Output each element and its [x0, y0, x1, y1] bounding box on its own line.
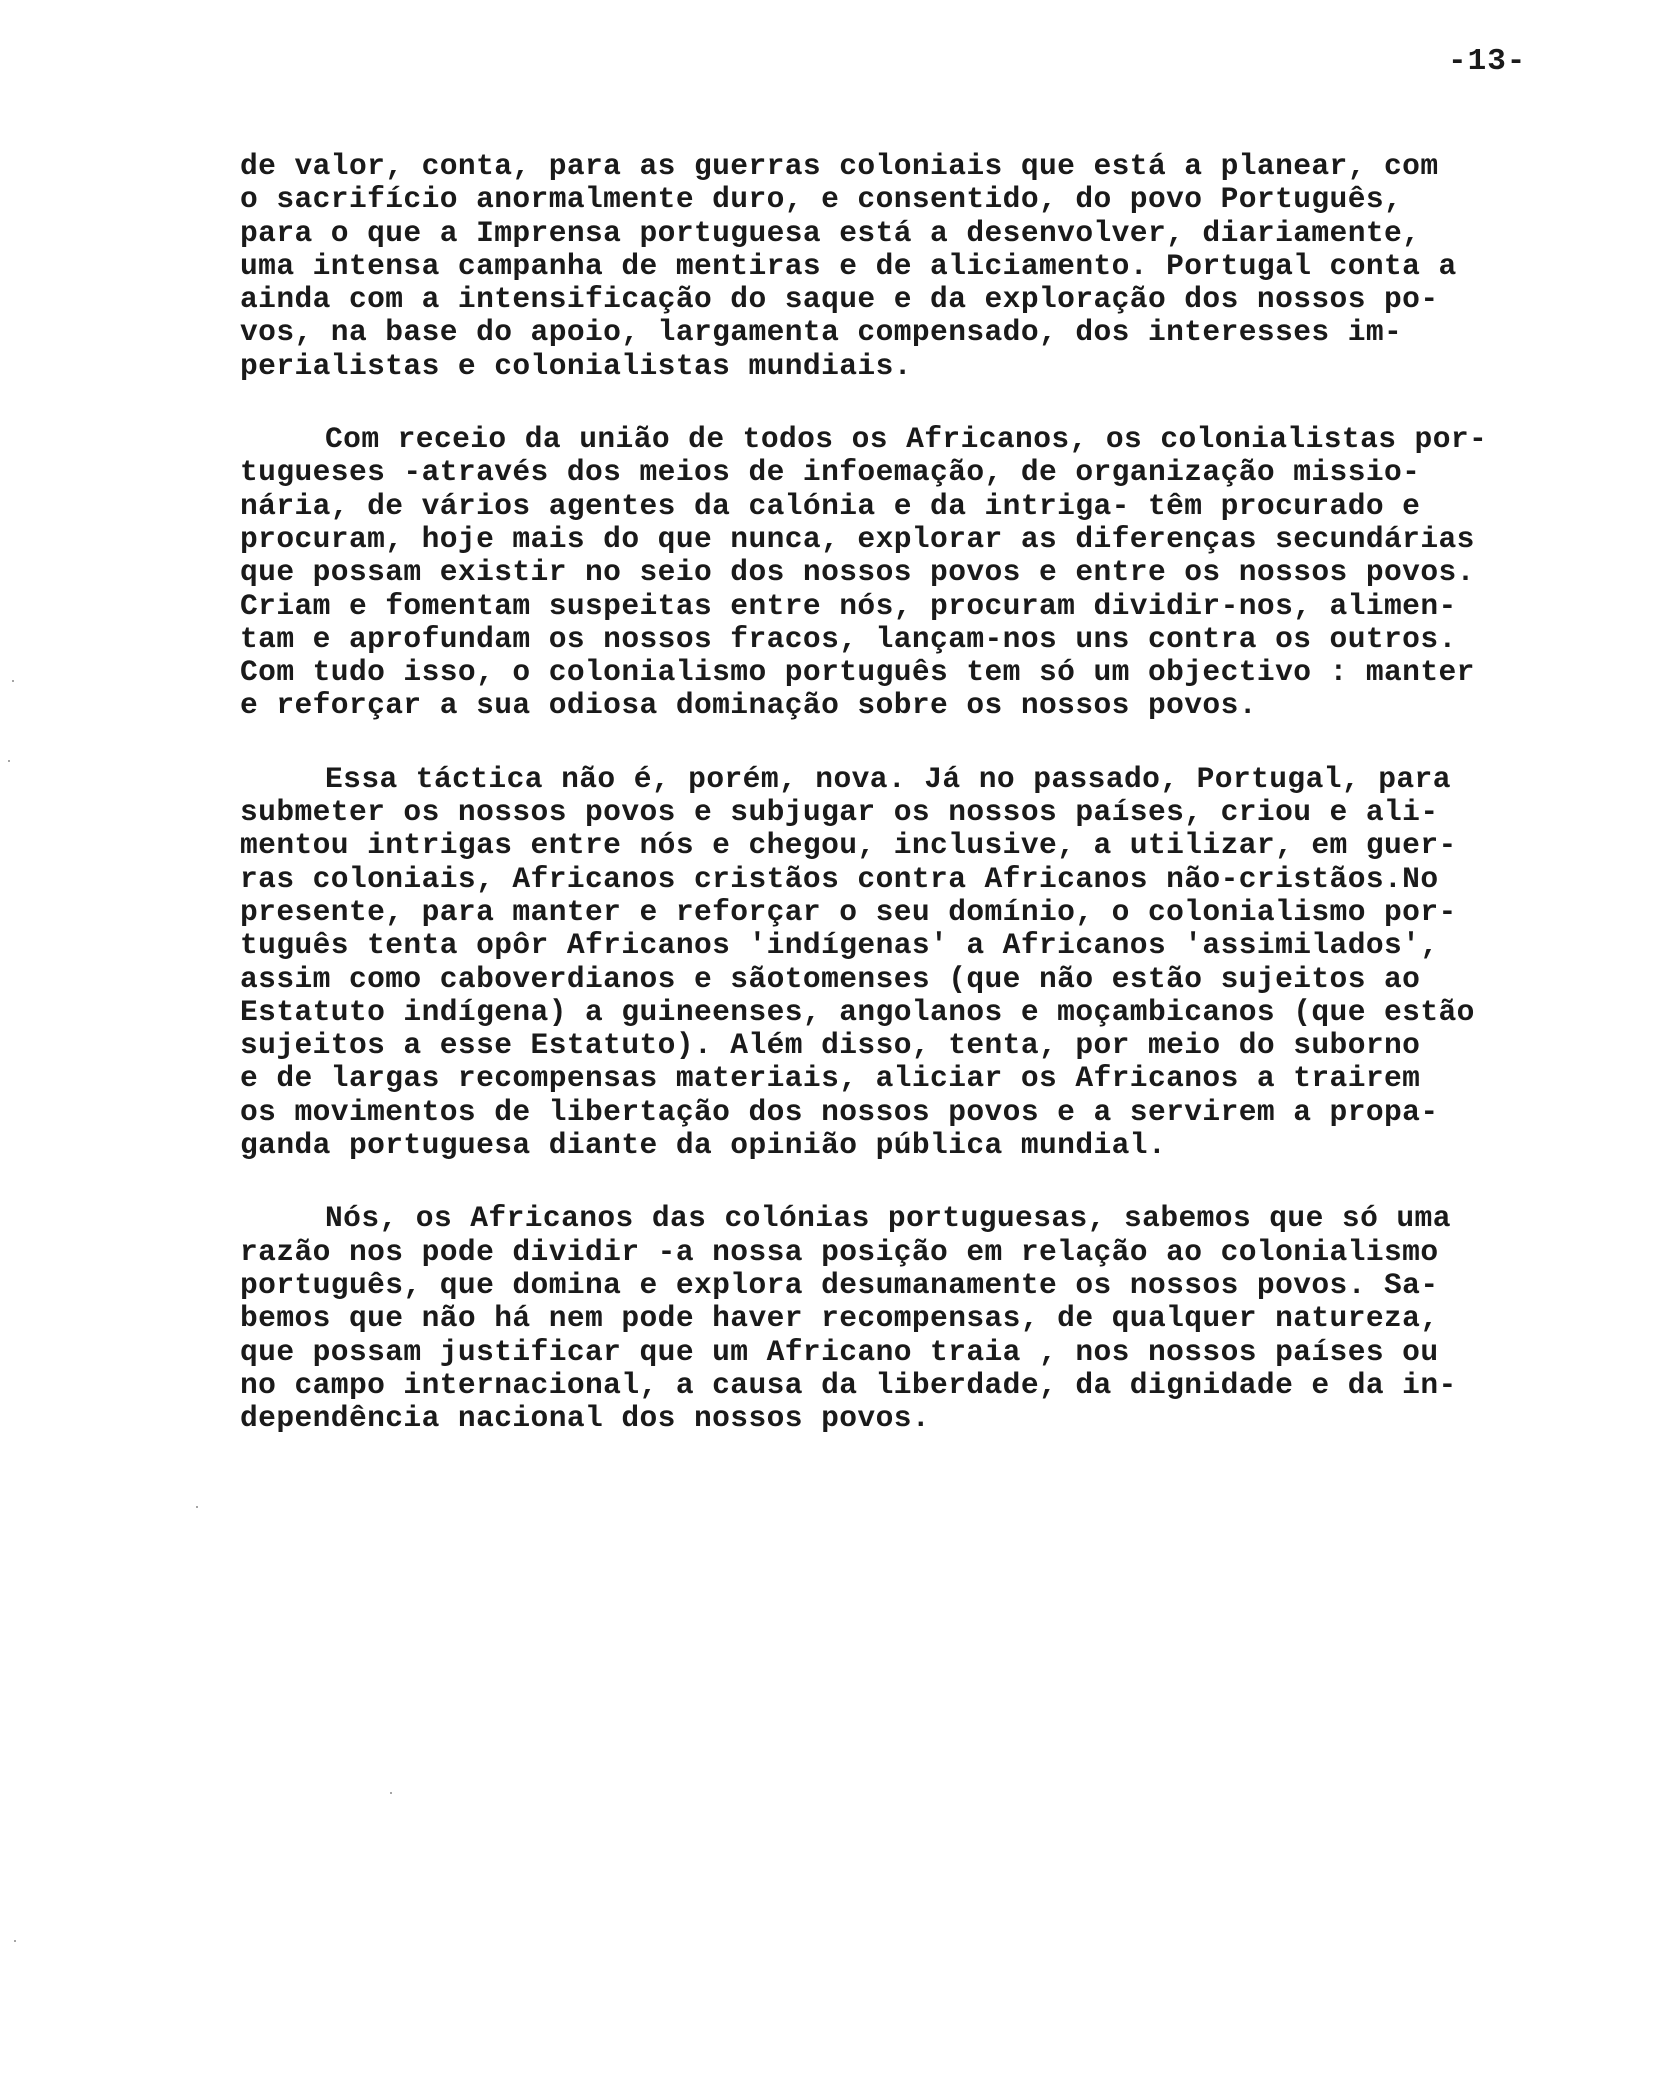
- text-line: tuguês tenta opôr Africanos 'indígenas' a Africanos 'assimilados',: [240, 928, 1439, 963]
- scan-speck: [8, 760, 10, 762]
- text-line: vos, na base do apoio, largamenta compensado, dos interesses im-: [240, 315, 1403, 350]
- text-line: submeter os nossos povos e subjugar os nossos países, criou e ali-: [240, 795, 1439, 830]
- text-line: uma intensa campanha de mentiras e de aliciamento. Portugal conta a: [240, 248, 1457, 283]
- body-text: [240, 150, 1660, 1475]
- scan-speck: [12, 680, 14, 682]
- text-line: que possam existir no seio dos nossos povos e entre os nossos povos.: [240, 555, 1475, 590]
- scan-speck: [14, 1940, 16, 1942]
- text-line: sujeitos a esse Estatuto). Além disso, tenta, por meio do suborno: [240, 1028, 1421, 1063]
- paragraph-4: [240, 1202, 1660, 1435]
- text-line: tam e aprofundam os nossos fracos, lançam-nos uns contra os outros.: [240, 621, 1457, 656]
- text-line: os movimentos de libertação dos nossos povos e a servirem a propa-: [240, 1094, 1439, 1129]
- text-line: Com receio da união de todos os Africanos, os colonialistas por-: [325, 422, 1488, 457]
- text-line: bemos que não há nem pode haver recompensas, de qualquer natureza,: [240, 1301, 1439, 1336]
- text-line: de valor, conta, para as guerras coloniais que está a planear, com: [240, 149, 1439, 183]
- text-line: assim como caboverdianos e sãotomenses (que não estão sujeitos ao: [240, 961, 1421, 996]
- text-line: procuram, hoje mais do que nunca, explorar as diferenças secundárias: [240, 521, 1475, 556]
- text-line: e reforçar a sua odiosa dominação sobre os nossos povos.: [240, 688, 1257, 723]
- text-line: para o que a Imprensa portuguesa está a desenvolver, diariamente,: [240, 215, 1421, 250]
- text-line: dependência nacional dos nossos povos.: [240, 1401, 931, 1436]
- paragraph-2: [240, 423, 1660, 723]
- paragraph-3: [240, 763, 1660, 1163]
- scan-speck: [196, 1506, 198, 1508]
- page-number: -13-: [1448, 44, 1527, 79]
- text-line: o sacrifício anormalmente duro, e consentido, do povo Português,: [240, 182, 1403, 217]
- text-line: ras coloniais, Africanos cristãos contra Africanos não-cristãos.No: [240, 861, 1439, 896]
- text-line: tugueses -através dos meios de infoemação, de organização missio-: [240, 455, 1421, 490]
- text-line: mentou intrigas entre nós e chegou, inclusive, a utilizar, em guer-: [240, 828, 1457, 863]
- text-line: e de largas recompensas materiais, aliciar os Africanos a trairem: [240, 1061, 1421, 1096]
- paragraph-1: [240, 150, 1660, 383]
- text-line: perialistas e colonialistas mundiais.: [240, 348, 912, 383]
- text-line: Nós, os Africanos das colónias portuguesas, sabemos que só uma: [325, 1201, 1451, 1236]
- text-line: que possam justificar que um Africano traia , nos nossos países ou: [240, 1334, 1439, 1369]
- text-line: presente, para manter e reforçar o seu domínio, o colonialismo por-: [240, 894, 1457, 929]
- text-line: no campo internacional, a causa da liberdade, da dignidade e da in-: [240, 1367, 1457, 1402]
- text-line: nária, de vários agentes da calónia e da intriga- têm procurado e: [240, 488, 1421, 523]
- text-line: Estatuto indígena) a guineenses, angolanos e moçambicanos (que estão: [240, 994, 1475, 1029]
- scan-speck: [390, 1792, 392, 1794]
- text-line: ganda portuguesa diante da opinião pública mundial.: [240, 1128, 1167, 1163]
- text-line: ainda com a intensificação do saque e da exploração dos nossos po-: [240, 282, 1439, 317]
- text-line: razão nos pode dividir -a nossa posição em relação ao colonialismo: [240, 1234, 1439, 1269]
- text-line: Criam e fomentam suspeitas entre nós, procuram dividir-nos, alimen-: [240, 588, 1457, 623]
- text-line: Com tudo isso, o colonialismo português tem só um objectivo : manter: [240, 655, 1475, 690]
- text-line: português, que domina e explora desumanamente os nossos povos. Sa-: [240, 1267, 1439, 1302]
- text-line: Essa táctica não é, porém, nova. Já no passado, Portugal, para: [325, 761, 1451, 796]
